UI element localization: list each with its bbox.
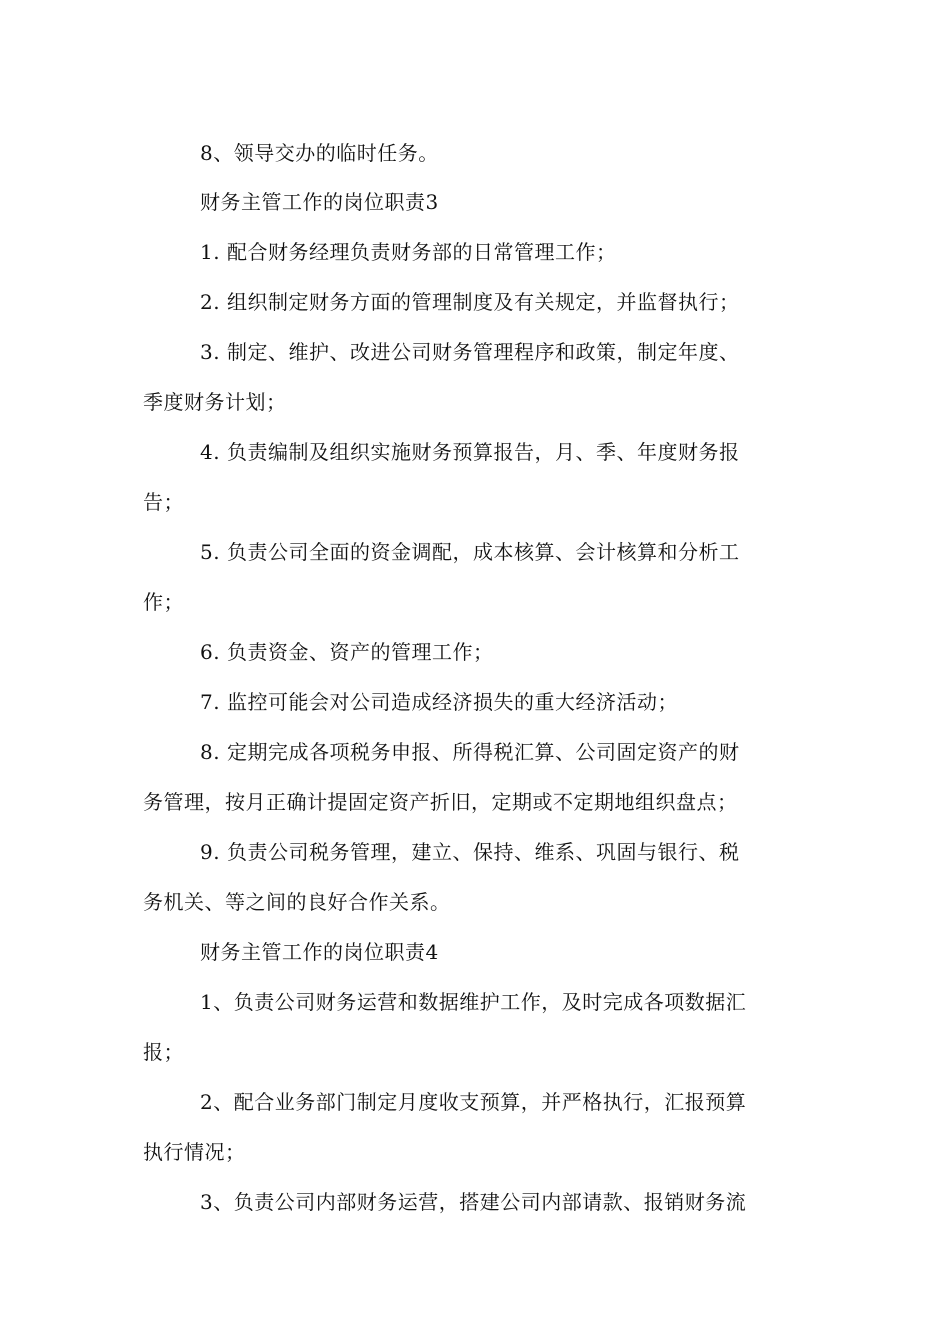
responsibility-item-1: 1、负责公司财务运营和数据维护工作，及时完成各项数据汇: [200, 990, 747, 1014]
duty-item-1: 1. 配合财务经理负责财务部的日常管理工作；: [200, 240, 617, 264]
duty-item-8: 8. 定期完成各项税务申报、所得税汇算、公司固定资产的财: [200, 740, 740, 764]
duty-item-4-continued: 告；: [143, 490, 184, 514]
responsibility-item-2: 2、配合业务部门制定月度收支预算，并严格执行，汇报预算: [200, 1090, 747, 1114]
section-heading-3: 财务主管工作的岗位职责3: [200, 190, 439, 214]
duty-item-9-continued: 务机关、等之间的良好合作关系。: [143, 890, 451, 914]
duty-item-4: 4. 负责编制及组织实施财务预算报告，月、季、年度财务报: [200, 440, 740, 464]
section-heading-4: 财务主管工作的岗位职责4: [200, 940, 439, 964]
duty-item-7: 7. 监控可能会对公司造成经济损失的重大经济活动；: [200, 690, 678, 714]
duty-item-6: 6. 负责资金、资产的管理工作；: [200, 640, 494, 664]
duty-item-3: 3. 制定、维护、改进公司财务管理程序和政策，制定年度、: [200, 340, 740, 364]
list-item-leader-temp-tasks: 8、领导交办的临时任务。: [200, 141, 439, 165]
duty-item-2: 2. 组织制定财务方面的管理制度及有关规定，并监督执行；: [200, 290, 740, 314]
duty-item-5-continued: 作；: [143, 590, 184, 614]
responsibility-item-3: 3、负责公司内部财务运营，搭建公司内部请款、报销财务流: [200, 1190, 747, 1214]
duty-item-5: 5. 负责公司全面的资金调配，成本核算、会计核算和分析工: [200, 540, 740, 564]
duty-item-8-continued: 务管理，按月正确计提固定资产折旧，定期或不定期地组织盘点；: [143, 790, 738, 814]
responsibility-item-1-continued: 报；: [143, 1040, 184, 1064]
duty-item-3-continued: 季度财务计划；: [143, 390, 287, 414]
responsibility-item-2-continued: 执行情况；: [143, 1140, 246, 1164]
duty-item-9: 9. 负责公司税务管理，建立、保持、维系、巩固与银行、税: [200, 840, 740, 864]
